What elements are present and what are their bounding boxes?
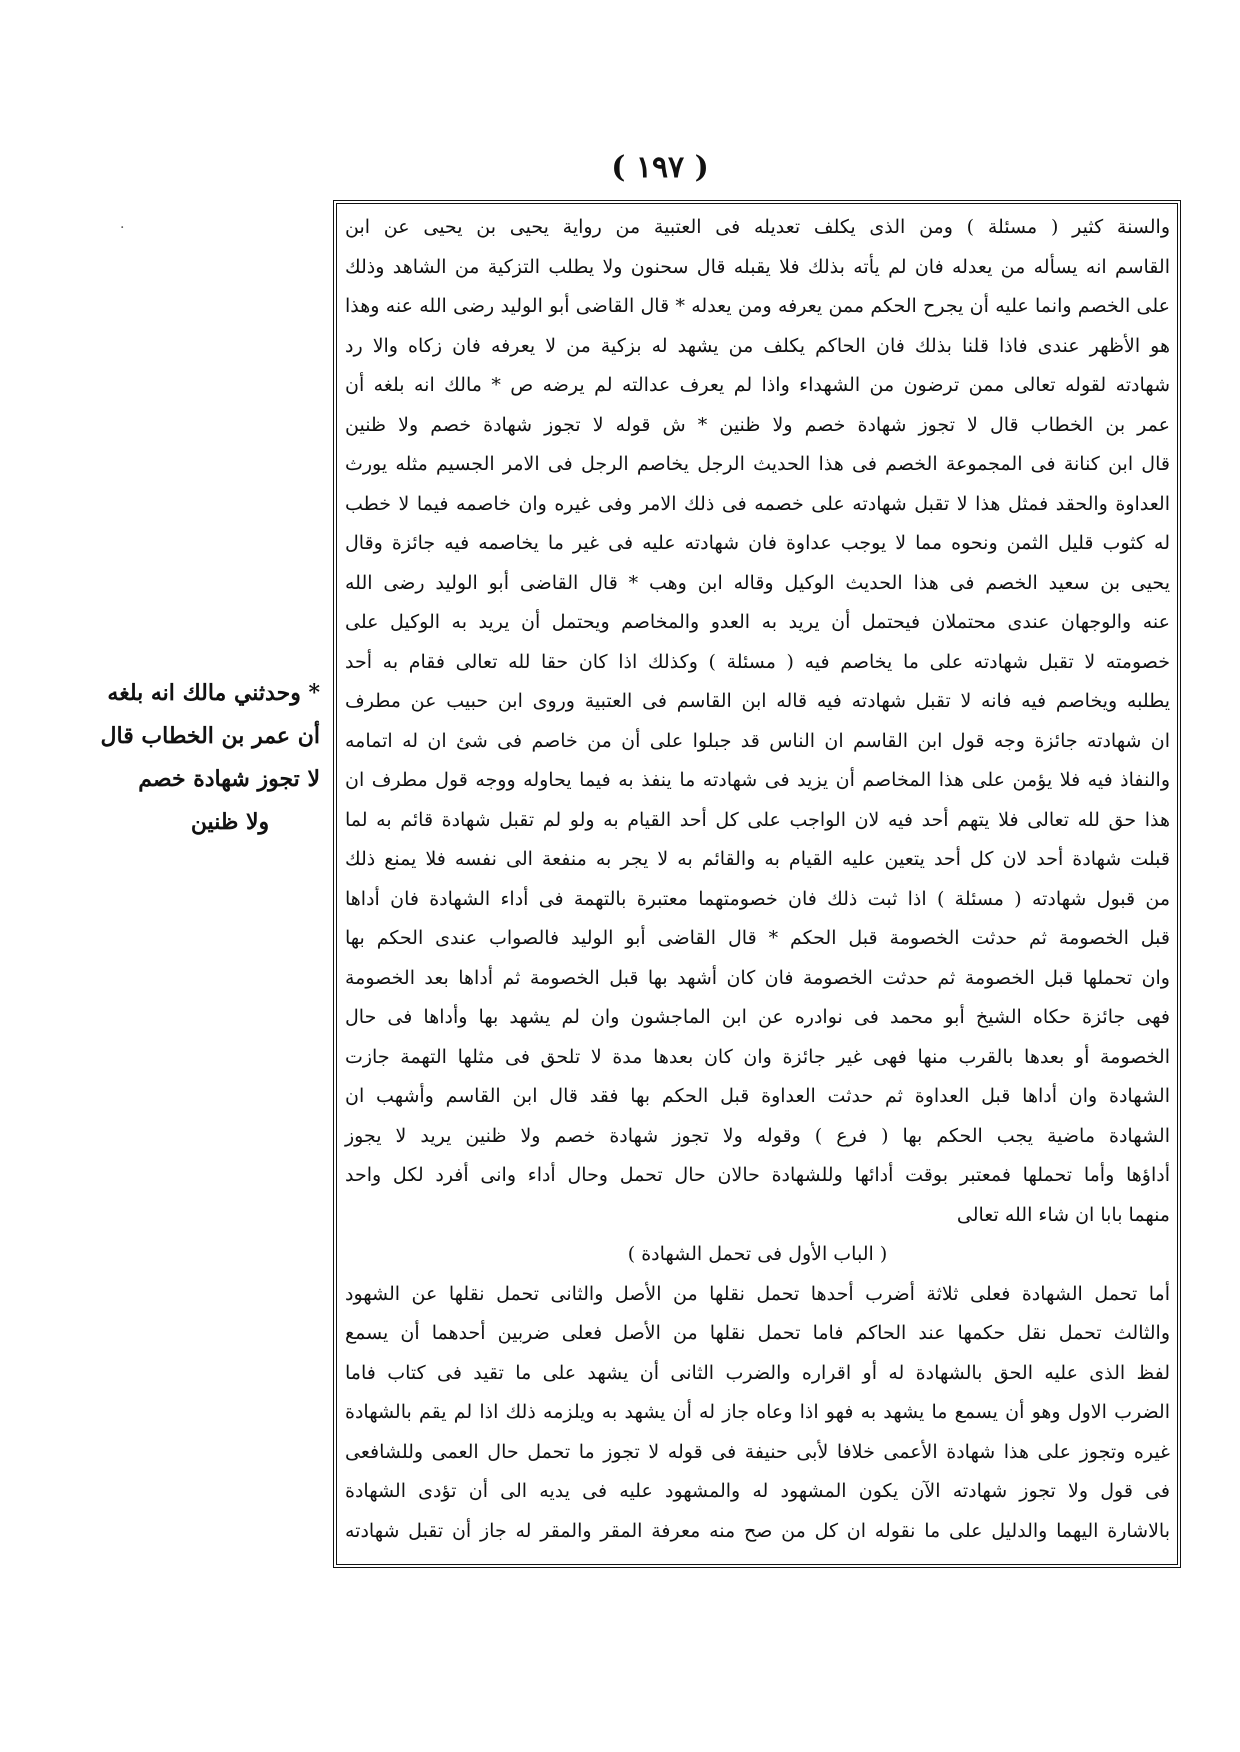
text-line: لفظ الذى عليه الحق بالشهادة له أو اقراره والضرب الثانى أن يشهد على ما تقيد فى كتاب فاما — [345, 1361, 1170, 1384]
margin-note-line: ولا ظنين — [190, 809, 270, 835]
chapter-heading: ( الباب الأول فى تحمل الشهادة ) — [627, 1243, 888, 1265]
page-number: ( ١٩٧ ) — [611, 150, 709, 185]
text-line: على الخصم وانما عليه أن يجرح الحكم ممن يعرفه ومن يعدله * قال القاضى أبو الوليد رضى الله عنه وهذا — [345, 295, 1170, 317]
text-line: قبلت شهادة أحد لان كل أحد يتعين عليه القيام به والقائم به لا يجر به منفعة الى نفسه فلا يمنع ذلك — [345, 848, 1170, 870]
text-line: ان شهادته جائزة وجه قول ابن القاسم ان الناس قد جبلوا على أن من خاصم فى شئ ان له اتمامه — [345, 729, 1170, 752]
text-line: خصومته لا تقبل شهادته على ما يخاصم فيه ( مسئلة ) وكذلك اذا كان حقا لله تعالى فقام به أحد — [345, 650, 1170, 673]
margin-note-line: أن عمر بن الخطاب قال — [100, 723, 320, 749]
text-line: فى قول ولا تجوز شهادته الآن يكون المشهود له والمشهود عليه فى يديه الى أن تؤدى الشهادة — [345, 1480, 1170, 1502]
text-line: الضرب الاول وهو أن يسمع ما يشهد به فهو اذا وعاه جاز له أن يشهد به ويلزمه ذلك اذا لم يقم بالشهادة — [345, 1401, 1170, 1423]
text-line: والثالث تحمل نقل حكمها عند الحاكم فاما تحمل نقلها من الأصل فعلى ضربين أحدهما أن يسمع — [345, 1322, 1170, 1344]
text-line: عمر بن الخطاب قال لا تجوز شهادة خصم ولا ظنين * ش قوله لا تجوز شهادة خصم ولا ظنين — [345, 413, 1170, 436]
text-line: القاسم انه يسأله من يعدله فان لم يأته بذلك فلا يقبله قال سحنون ولا يطلب التزكية من الشاهد وذلك — [345, 255, 1170, 278]
main-text-block — [345, 208, 1170, 1551]
text-line: وان تحملها قبل الخصومة ثم حدثت الخصومة فان كان أشهد بها قبل الخصومة ثم أداها بعد الخصومة — [345, 966, 1170, 989]
text-line: الشهادة ماضية يجب الحكم بها ( فرع ) وقوله ولا تجوز شهادة خصم ولا ظنين يريد لا يجوز — [345, 1124, 1170, 1147]
stray-mark: · — [120, 220, 125, 236]
text-line: والنفاذ فيه فلا يؤمن على هذا المخاصم أن يزيد فى شهادته ما ينفذ به فيما يحاوله ووجه قول مطرف ان — [345, 769, 1170, 791]
text-line: بالاشارة اليهما والدليل على ما نقوله ان كل من صح منه معرفة المقر والمقر له جاز أن تقبل شهادته — [345, 1519, 1170, 1542]
text-line: يطلبه ويخاصم فيه فانه لا تقبل شهادته فيه قاله ابن القاسم فى العتبية وروى ابن حبيب عن مطرف — [345, 690, 1170, 712]
text-line: عنه والوجهان عندى محتملان فيحتمل أن يريد به العدو والمخاصم ويحتمل أن يريد به الوكيل على — [345, 611, 1170, 633]
margin-note — [100, 672, 320, 844]
text-line: قبل الخصومة ثم حدثت الخصومة قبل الحكم * قال القاضى أبو الوليد فالصواب عندى الحكم بها — [345, 927, 1170, 949]
text-line: له كثوب قليل الثمن ونحوه مما لا يوجب عداوة فان شهادته عليه فى غير ما يخاصمه فيه جائزة وقال — [345, 532, 1170, 554]
text-line: غيره وتجوز على هذا شهادة الأعمى خلافا لأبى حنيفة فى قوله لا تجوز ما تحمل حال العمى وللشافعى — [345, 1440, 1170, 1463]
text-line: هو الأظهر عندى فاذا قلنا بذلك فان الحاكم يكلف من يشهد له بزكية من لا يعرفه فان زكاه والا رد — [345, 334, 1170, 357]
text-line: قال ابن كنانة فى المجموعة الخصم فى هذا الحديث الرجل يخاصم الرجل فى الامر الجسيم مثله يورث — [345, 453, 1170, 475]
text-line: شهادته لقوله تعالى ممن ترضون من الشهداء واذا لم يعرف عدالته لم يرضه ص * مالك انه بلغه أن — [345, 374, 1170, 396]
text-line: من قبول شهادته ( مسئلة ) اذا ثبت ذلك فان خصومتهما معتبرة بالتهمة فى أداء الشهادة فان أداها — [345, 887, 1170, 910]
margin-note-line: لا تجوز شهادة خصم — [138, 766, 320, 792]
text-line: منهما بابا ان شاء الله تعالى — [956, 1203, 1170, 1226]
text-line: العداوة والحقد فمثل هذا لا تقبل شهادته على خصمه فى ذلك الامر وفى غيره وان خاصمه فيما لا خطب — [345, 492, 1170, 515]
text-line: أداؤها وأما تحملها فمعتبر بوقت أدائها وللشهادة حالان حال تحمل وحال أداء وانى أفرد لكل واحد — [345, 1164, 1170, 1186]
margin-note-line: * وحدثني مالك انه بلغه — [107, 680, 320, 706]
text-line: يحيى بن سعيد الخصم فى هذا الحديث الوكيل وقاله ابن وهب * قال القاضى أبو الوليد رضى الله — [345, 571, 1170, 594]
text-line: الشهادة وان أداها قبل العداوة ثم حدثت العداوة قبل الحكم بها فقد قال ابن القاسم وأشهب ان — [345, 1085, 1170, 1107]
text-line: هذا حق لله تعالى فلا يتهم أحد فيه لان الواجب على كل أحد القيام به ولو لم تقبل شهادة قائم به لما — [345, 808, 1170, 831]
text-line: فهى جائزة حكاه الشيخ أبو محمد فى نوادره عن ابن الماجشون وان لم يشهد بها وأداها فى حال — [345, 1006, 1170, 1028]
text-line: أما تحمل الشهادة فعلى ثلاثة أضرب أحدها تحمل نقلها من الأصل والثانى تحمل نقلها عن الشهود — [345, 1282, 1170, 1305]
text-line: والسنة كثير ( مسئلة ) ومن الذى يكلف تعديله فى العتبية من رواية يحيى بن يحيى عن ابن — [345, 216, 1170, 238]
text-line: الخصومة أو بعدها بالقرب منها فهى غير جائزة وان كان بعدها مدة لا تلحق فى مثلها التهمة جازت — [345, 1045, 1170, 1068]
